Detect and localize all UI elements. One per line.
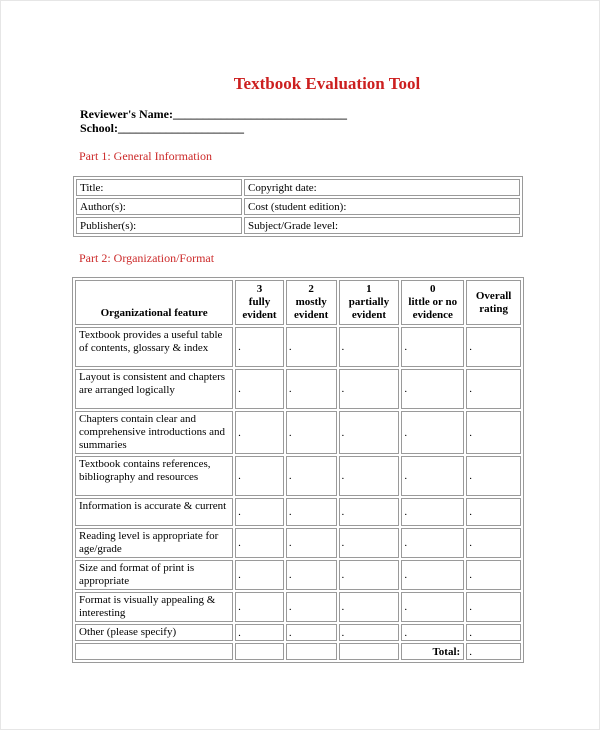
- rating-cell: .: [235, 456, 284, 496]
- rating-cell: .: [286, 528, 337, 558]
- part1-heading: Part 1: General Information: [79, 149, 212, 163]
- organization-format-table: [72, 277, 524, 663]
- rating-cell: .: [339, 327, 400, 367]
- feature-label: Size and format of print is appropriate: [75, 560, 233, 590]
- rating-cell: .: [235, 592, 284, 622]
- rating-cell: .: [466, 624, 521, 641]
- reviewer-name-line: Reviewer's Name:_____________________________: [80, 107, 347, 121]
- rating-cell: .: [235, 560, 284, 590]
- rating-cell: .: [466, 327, 521, 367]
- table-row: [76, 179, 520, 196]
- rating-cell: .: [286, 560, 337, 590]
- document-title: Textbook Evaluation Tool: [233, 74, 421, 93]
- rating-cell: .: [339, 528, 400, 558]
- rating-cell: .: [235, 528, 284, 558]
- rating-cell: .: [339, 411, 400, 454]
- empty-cell: [339, 643, 400, 660]
- header-line: rating: [479, 302, 508, 315]
- feature-label: Information is accurate & current: [75, 498, 233, 526]
- header-line: fully: [248, 296, 271, 308]
- rating-cell: .: [286, 411, 337, 454]
- publisher-cell: Publisher(s):: [76, 217, 242, 234]
- table-row: [75, 369, 521, 409]
- rating-cell: .: [401, 498, 464, 526]
- rating-cell: .: [401, 528, 464, 558]
- rating-cell: .: [401, 592, 464, 622]
- rating-cell: .: [286, 498, 337, 526]
- rating-cell: .: [286, 592, 337, 622]
- table-row: [75, 498, 521, 526]
- table-row: [75, 411, 521, 454]
- general-info-table: [73, 176, 523, 237]
- subject-cell: Subject/Grade level:: [244, 217, 520, 234]
- header-line: evident: [294, 309, 329, 321]
- rating-cell: .: [466, 528, 521, 558]
- table-row: [75, 456, 521, 496]
- cost-cell: Cost (student edition):: [244, 198, 520, 215]
- rating-cell: .: [466, 498, 521, 526]
- feature-label: Chapters contain clear and comprehensive introductions and summaries: [75, 411, 233, 454]
- feature-label: Reading level is appropriate for age/grade: [75, 528, 233, 558]
- rating-cell: .: [286, 456, 337, 496]
- copyright-cell: Copyright date:: [244, 179, 520, 196]
- feature-label: Textbook contains references, bibliography and resources: [75, 456, 233, 496]
- reviewer-block: [80, 107, 347, 135]
- header-fully-evident: [235, 280, 284, 325]
- table-row: [75, 528, 521, 558]
- header-line: 3: [256, 283, 263, 295]
- rating-cell: .: [235, 498, 284, 526]
- header-line: 0: [430, 283, 436, 295]
- part2-heading: Part 2: Organization/Format: [79, 251, 215, 265]
- feature-label: Format is visually appealing & interesting: [75, 592, 233, 622]
- header-overall-rating: [466, 280, 521, 325]
- rating-cell: .: [466, 369, 521, 409]
- header-line: evident: [351, 309, 387, 321]
- table-row: [76, 217, 520, 234]
- rating-cell: .: [339, 592, 400, 622]
- feature-label: Other (please specify): [75, 624, 233, 641]
- total-label: Total:: [401, 643, 464, 660]
- header-line: Overall: [475, 289, 512, 302]
- rating-cell: .: [466, 560, 521, 590]
- header-line: 2: [308, 283, 314, 295]
- rating-cell: .: [339, 456, 400, 496]
- empty-cell: [235, 643, 284, 660]
- rating-cell: .: [466, 456, 521, 496]
- rating-cell: .: [235, 369, 284, 409]
- rating-cell: .: [339, 560, 400, 590]
- total-row: [75, 643, 521, 660]
- rating-cell: .: [401, 369, 464, 409]
- rating-cell: .: [401, 624, 464, 641]
- rating-cell: .: [286, 624, 337, 641]
- rating-cell: .: [235, 411, 284, 454]
- feature-header: Organizational feature: [75, 280, 233, 325]
- header-line: evidence: [412, 309, 453, 321]
- header-row: [75, 280, 521, 325]
- header-line: little or no: [408, 296, 458, 308]
- header-partially-evident: [339, 280, 400, 325]
- rating-cell: .: [401, 327, 464, 367]
- table-row: [75, 624, 521, 641]
- empty-cell: [75, 643, 233, 660]
- feature-label: Layout is consistent and chapters are arranged logically: [75, 369, 233, 409]
- rating-cell: .: [401, 411, 464, 454]
- header-mostly-evident: [286, 280, 337, 325]
- header-line: 1: [366, 283, 372, 295]
- table-row: [75, 592, 521, 622]
- feature-label: Textbook provides a useful table of contents, glossary & index: [75, 327, 233, 367]
- rating-cell: .: [286, 327, 337, 367]
- rating-cell: .: [235, 327, 284, 367]
- author-cell: Author(s):: [76, 198, 242, 215]
- header-little-evidence: [401, 280, 464, 325]
- table-row: [76, 198, 520, 215]
- school-line: School:_____________________: [80, 121, 245, 135]
- rating-cell: .: [466, 411, 521, 454]
- title-cell: Title:: [76, 179, 242, 196]
- rating-cell: .: [466, 592, 521, 622]
- rating-cell: .: [401, 456, 464, 496]
- total-cell: .: [466, 643, 521, 660]
- rating-cell: .: [235, 624, 284, 641]
- header-line: mostly: [295, 296, 327, 308]
- rating-cell: .: [339, 624, 400, 641]
- table-row: [75, 560, 521, 590]
- rating-cell: .: [401, 560, 464, 590]
- empty-cell: [286, 643, 337, 660]
- header-line: partially: [348, 296, 390, 308]
- rating-cell: .: [339, 369, 400, 409]
- header-line: evident: [242, 309, 277, 321]
- table-row: [75, 327, 521, 367]
- rating-cell: .: [339, 498, 400, 526]
- rating-cell: .: [286, 369, 337, 409]
